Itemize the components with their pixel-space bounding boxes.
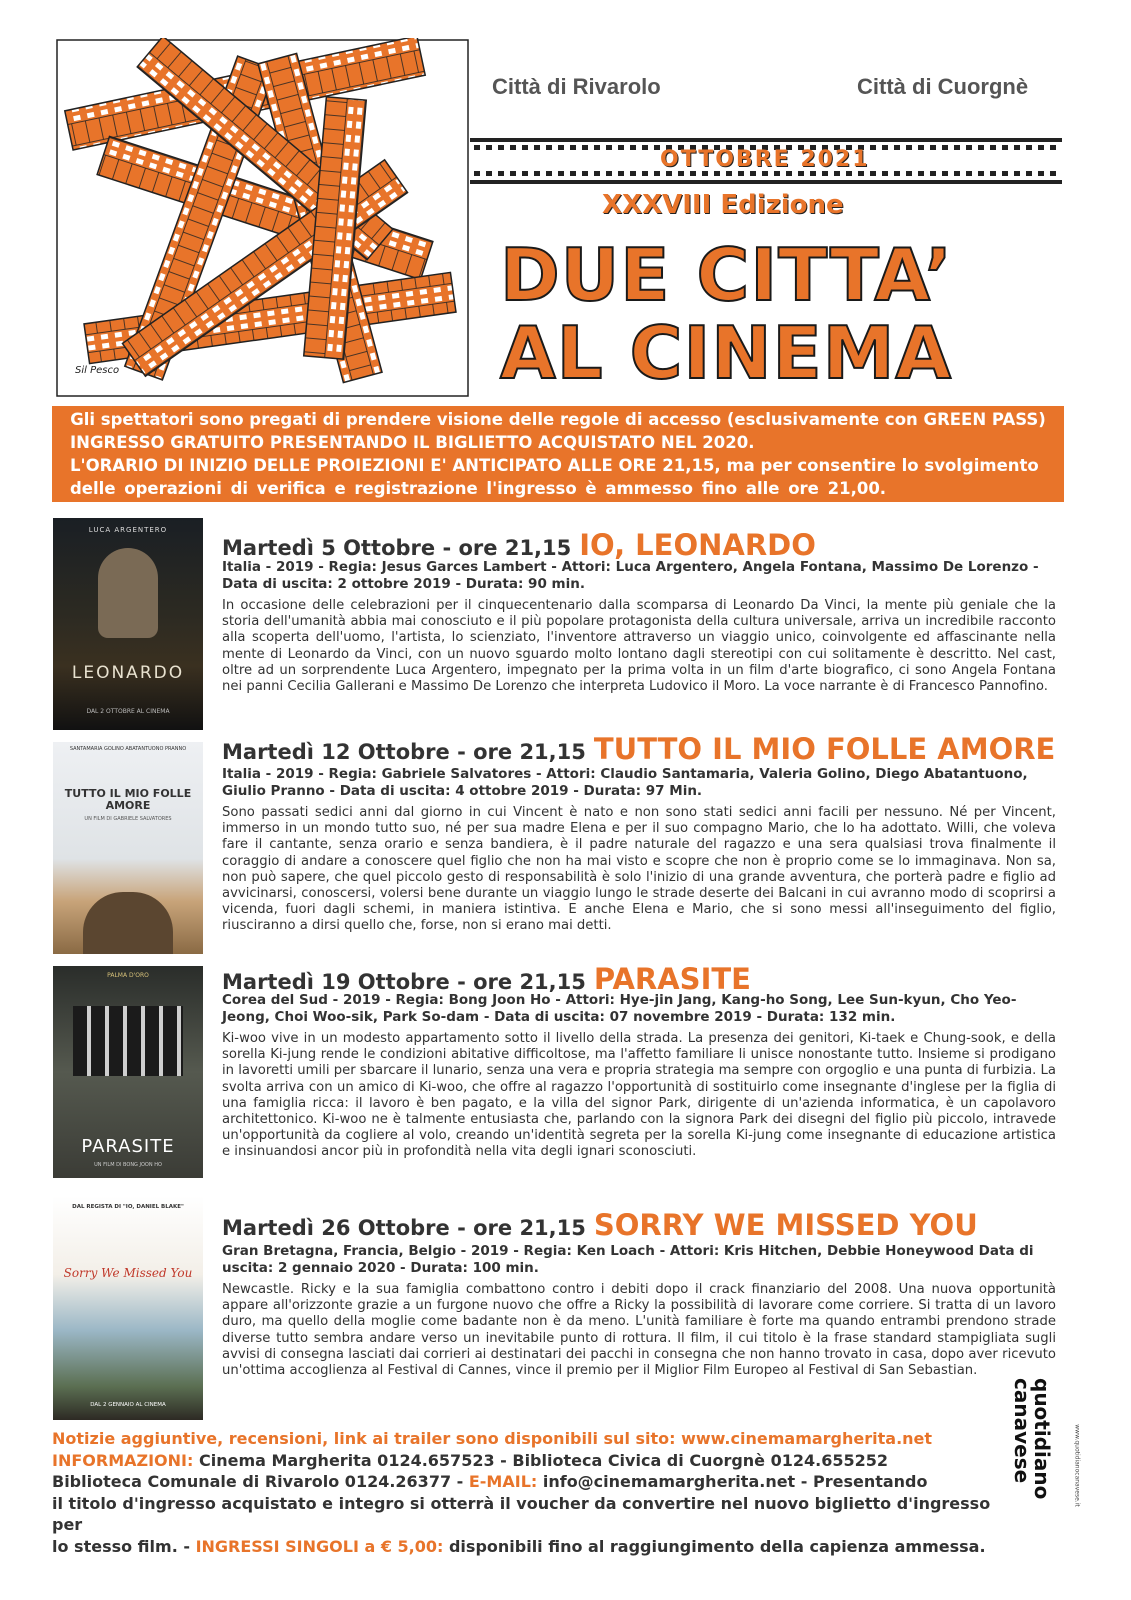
poster-title: PARASITE: [81, 1136, 175, 1157]
film-2-date: Martedì 12 Ottobre - ore 21,15: [222, 740, 586, 764]
film-3-title: PARASITE: [593, 962, 751, 996]
film-3-info: Corea del Sud - 2019 - Regia: Bong Joon Ho - Attori: Hye-jin Jang, Kang-ho Song, Lee Sun-kyun, Cho Yeo-Jeong, Choi Woo-sik, Park So-dam - Data di uscita: 07 novembre 2019 - Durata: 132 min.: [222, 992, 1017, 1025]
sponsor-logo: [1008, 1378, 1081, 1558]
film-1-info: Italia - 2019 - Regia: Jesus Garces Lambert - Attori: Luca Argentero, Angela Fontana, Massimo De Lorenzo - Data di uscita: 2 ottobre 2019 - Durata: 90 min.: [222, 559, 1039, 592]
poster-release: DAL 2 GENNAIO AL CINEMA: [90, 1402, 166, 1408]
film-2-description: Sono passati sedici anni dal giorno in cui Vincent è nato e non sono stati sedici anni facili per nessuno. Né per Vincent, immerso in un mondo tutto suo, né per sua madre Elena e per il suo compagno Mario, che lo ha adottato. Willi, che voleva fare il cantante, senza orario e senza bandiera, è il padre naturale del ragazzo e una sera qualsiasi trova finalmente il coraggio di andare a conoscere quel figlio che non ha mai visto e scopre che non è proprio come se lo immaginava. Non sa, non può sapere, che quel piccolo gesto di responsabilità è solo l'inizio di una grande avventura, che porterà padre e figlio ad avvicinarsi, conoscersi, volersi bene durante un viaggio lungo le strade deserte dei Balcani in cui avranno modo di scoprirsi a vicenda, fuori dagli schemi, in maniera istintiva. E anche Elena e Mario, che si sono messi all'inseguimento del figlio, riusciranno a dirsi quello che, forse, non si erano mai detti.: [222, 805, 1056, 934]
poster-title: TUTTO IL MIO FOLLE AMORE: [64, 787, 192, 812]
film-4-header: [222, 1208, 978, 1242]
footer-website: Notizie aggiuntive, recensioni, link ai trailer sono disponibili sul sito: www.cinemamargherita.net: [52, 1429, 933, 1448]
city-cuorgne: Città di Cuorgnè: [857, 74, 1029, 99]
city-rivarolo: Città di Rivarolo: [492, 74, 661, 99]
film-1-description: In occasione delle celebrazioni per il cinquecentenario dalla scomparsa di Leonardo Da Vinci, la mente più geniale che la storia dell'umanità abbia mai conosciuto e il più popolare protagonista della cultura universale, arriva un incredibile racconto alla scoperta dell'uomo, l'artista, lo scienziato, l'inventore attraverso un viaggio unico, coinvolgente ed affascinante nella mente di Leonardo da Vinci, con un nuovo sguardo molto lontano dagli stereotipi con cui solitamente è descritto. Nel cast, oltre ad un sorprendente Luca Argentero, impegnato per la prima volta in un film d'arte biografico, ci sono Angela Fontana nei panni Cecilia Gallerani e Massimo De Lorenzo che interpreta Ludovico il Moro. La voce narrante è di Francesco Pannofino.: [222, 598, 1056, 695]
poster-cast: SANTAMARIA GOLINO ABATANTUONO PRANNO: [69, 746, 187, 752]
notice-line4: delle operazioni di verifica e registrazione l'ingresso è ammesso fino alle ore 21,00.: [70, 479, 887, 498]
info-text: Cinema Margherita 0124.657523 - Biblioteca Civica di Cuorgnè 0124.655252: [193, 1450, 888, 1470]
notice-line1: Gli spettatori sono pregati di prendere visione delle regole di accesso (esclusivamente con GREEN PASS): [70, 410, 1046, 429]
poster-face: [98, 548, 158, 638]
footer-line3a: Biblioteca Comunale di Rivarolo 0124.26377 -: [52, 1472, 469, 1491]
poster-figures: [83, 892, 173, 954]
film-4-description: Newcastle. Ricky e la sua famiglia combattono contro i debiti dopo il crack finanziario del 2008. Una nuova opportunità appare all'orizzonte grazie a un furgone nuovo che offre a Ricky la possibilità di lavorare come corriere. Si tratta di un lavoro duro, ma quello della moglie come badante non è da meno. L'unità familiare è forte ma quando entrambi prendono strade diverse tutto sembra andare verso un inevitabile punto di rottura. Il film, il cui titolo è la frase standard stampigliata sugli avvisi di consegna lasciati dai corrieri ai destinatari dei pacchi in consegna che non hanno trovato in casa, dopo aver ricevuto un'ottima accoglienza al Festival di Cannes, vince il premio per il Miglior Film Europeo al Festival di San Sebastian.: [222, 1282, 1056, 1379]
film-3-header: [222, 962, 751, 996]
singoli-label: INGRESSI SINGOLI a € 5,00:: [195, 1536, 444, 1556]
footer-line4: il titolo d'ingresso acquistato e integro si otterrà il voucher da convertire nel nuovo biglietto d'ingresso per: [52, 1493, 991, 1534]
sponsor-name-line1: quotidiano: [1030, 1378, 1054, 1500]
festival-title-line2: AL CINEMA: [500, 311, 953, 395]
footer-line3b: info@cinemamargherita.net - Presentando: [537, 1472, 928, 1491]
poster-director: UN FILM DI GABRIELE SALVATORES: [84, 816, 172, 822]
poster-sorry-we-missed-you: [53, 1196, 203, 1420]
notice-line3: L'ORARIO DI INIZIO DELLE PROIEZIONI E' ANTICIPATO ALLE ORE 21,15, ma per consentire lo svolgimento: [70, 456, 1039, 475]
poster-award: PALMA D'ORO: [107, 972, 149, 979]
film-2-header: [222, 732, 1055, 766]
film-2-info: Italia - 2019 - Regia: Gabriele Salvatores - Attori: Claudio Santamaria, Valeria Golino, Diego Abatantuono, Giulio Pranno - Data di uscita: 4 ottobre 2019 - Durata: 97 Min.: [222, 766, 1028, 799]
footer-info: [52, 1428, 1002, 1557]
sponsor-url: www.quotidianocanavese.it: [1073, 1424, 1081, 1507]
poster-actor: LUCA ARGENTERO: [88, 526, 168, 534]
film-4-info: Gran Bretagna, Francia, Belgio - 2019 - Regia: Ken Loach - Attori: Kris Hitchen, Debbie Honeywood Data di uscita: 2 gennaio 2020 - Durata: 100 min.: [222, 1243, 1034, 1276]
film-1-title: IO, LEONARDO: [579, 528, 816, 562]
film-1-header: [222, 528, 816, 562]
film-1-date: Martedì 5 Ottobre - ore 21,15: [222, 536, 572, 560]
info-label: INFORMAZIONI:: [52, 1450, 194, 1470]
month-label: OTTOBRE 2021: [660, 147, 870, 172]
logo-signature: Sil Pesco: [75, 365, 120, 376]
sponsor-name-line2: canavese: [1010, 1378, 1034, 1484]
poster-title: Sorry We Missed You: [63, 1266, 193, 1280]
notice-line2: INGRESSO GRATUITO PRESENTANDO IL BIGLIETTO ACQUISTATO NEL 2020.: [70, 433, 755, 452]
film-3-date: Martedì 19 Ottobre - ore 21,15: [222, 970, 586, 994]
poster-io-leonardo: [53, 518, 203, 730]
poster-family: [73, 1006, 183, 1076]
access-notice: [52, 406, 1064, 502]
poster-tutto-il-mio-folle-amore: [53, 742, 203, 954]
poster-release: DAL 2 OTTOBRE AL CINEMA: [86, 708, 170, 715]
email-label: E-MAIL:: [468, 1472, 538, 1491]
festival-logo: [55, 38, 470, 398]
footer-line5b: disponibili fino al raggiungimento della capienza ammessa.: [443, 1536, 986, 1556]
poster-tagline: DAL REGISTA DI "IO, DANIEL BLAKE": [72, 1204, 184, 1210]
film-3-description: Ki-woo vive in un modesto appartamento sotto il livello della strada. La presenza dei genitori, Ki-taek e Chung-sook, e della sorella Ki-jung rende le condizioni abitative difficoltose, ma l'affetto familiare li unisce nonostante tutto. Insieme si prodigano in lavoretti umili per sbarcare il lunario, senza una vera e propria strategia ma sempre con orgoglio e una punta di furbizia. La svolta arriva con un amico di Ki-woo, che offre al ragazzo l'opportunità di sostituirlo come insegnante d'inglese per la figlia di una famiglia ricca: il lavoro è ben pagato, e la villa del signor Park, dirigente di un'azienda informatica, è un capolavoro architettonico. Ki-woo ne è talmente entusiasta che, parlando con la signora Park dei disegni del figlio più piccolo, intravede un'opportunità da cogliere al volo, creando un'identità segreta per la sorella Ki-jung come insegnante di educazione artistica e insinuandosi ancor più in profondità nella vita degli ignari sconosciuti.: [222, 1031, 1056, 1160]
poster-title: LEONARDO: [71, 663, 185, 683]
film-2-title: TUTTO IL MIO FOLLE AMORE: [593, 732, 1056, 766]
film-4-date: Martedì 26 Ottobre - ore 21,15: [222, 1216, 586, 1240]
footer-line5a: lo stesso film. -: [52, 1536, 196, 1556]
edition-label: XXXVIII Edizione: [602, 190, 844, 220]
poster-director: UN FILM DI BONG JOON HO: [94, 1162, 162, 1168]
poster-parasite: [53, 966, 203, 1178]
film-4-title: SORRY WE MISSED YOU: [593, 1208, 978, 1242]
festival-title-line1: DUE CITTA’: [500, 233, 953, 317]
